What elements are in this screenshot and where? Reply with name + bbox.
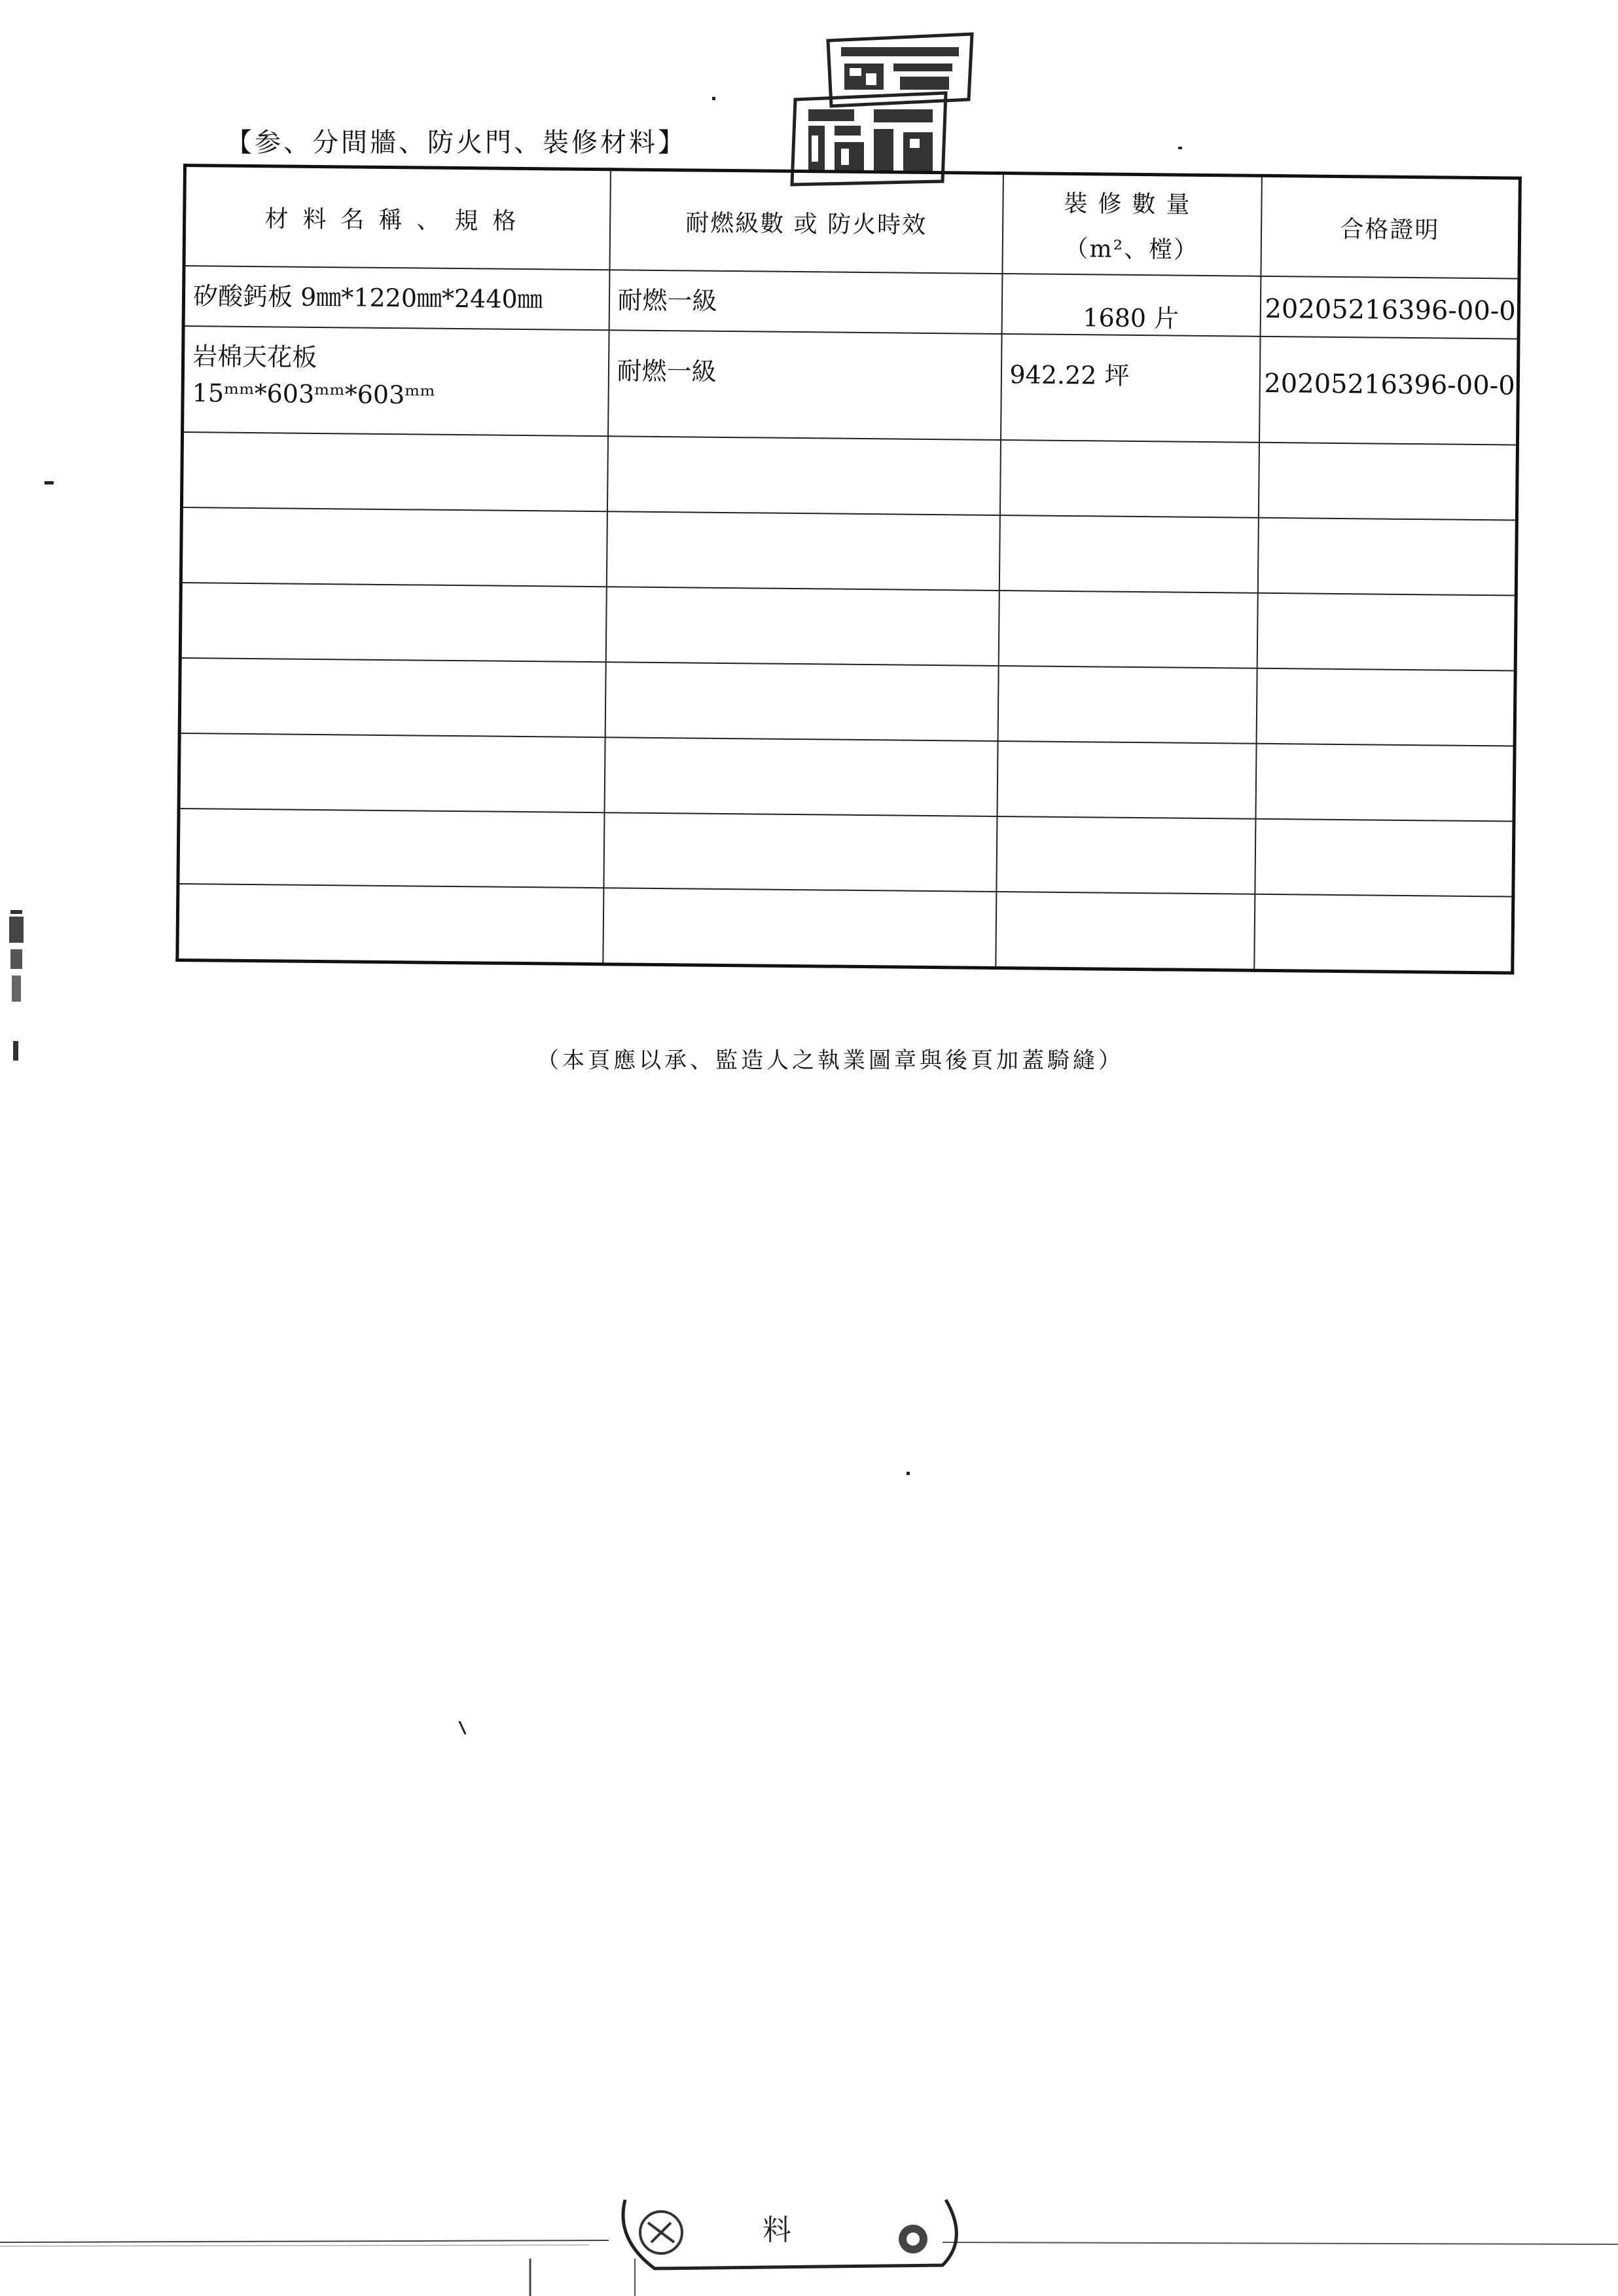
fire-rating: 耐燃一級 — [617, 285, 717, 316]
header-certificate-label: 合格證明 — [1340, 215, 1440, 244]
certificate-number — [1257, 669, 1514, 681]
header-quantity-label: 裝修數量 — [1064, 190, 1200, 219]
cell-certificate — [1255, 819, 1514, 897]
scan-speck — [907, 1472, 910, 1475]
header-fire-rating-label: 耐燃級數 或 防火時效 — [685, 209, 927, 239]
material-name: 矽酸鈣板 9㎜*1220㎜*2440㎜ — [192, 282, 543, 314]
header-material-name-label: 材料名稱、規格 — [264, 205, 531, 235]
cell-quantity — [1001, 274, 1261, 337]
cell-fire-rating — [609, 270, 1002, 334]
quantity: 1680 片 — [1083, 303, 1179, 333]
header-quantity — [1002, 173, 1261, 276]
cell-fire-rating — [605, 662, 998, 741]
cell-quantity — [998, 591, 1257, 668]
quantity — [1000, 516, 1257, 528]
cell-quantity — [996, 892, 1255, 970]
cell-material-name — [181, 432, 607, 511]
table-row — [179, 658, 1515, 746]
header-material-name — [184, 166, 610, 270]
bottom-seal-text: 料 — [763, 2214, 795, 2247]
quantity: 942.22 坪 — [1009, 360, 1130, 390]
cell-material-name — [183, 326, 609, 436]
cell-material-name — [180, 583, 606, 662]
cell-material-name — [183, 266, 609, 330]
table-row — [181, 432, 1517, 520]
material-name: 岩棉天花板 — [192, 342, 317, 372]
materials-table-wrapper — [175, 164, 1519, 1061]
cell-quantity — [1001, 334, 1261, 443]
table-row — [179, 733, 1515, 822]
cell-fire-rating — [603, 888, 996, 968]
cell-certificate — [1260, 276, 1519, 339]
cell-quantity — [999, 440, 1259, 518]
section-title: 【参、分間牆、防火門、裝修材料】 — [226, 128, 687, 158]
certificate-number: 20205216396-00-0 — [1265, 293, 1516, 327]
fire-rating — [605, 813, 996, 826]
cell-certificate — [1255, 744, 1515, 822]
quantity — [999, 666, 1256, 678]
fire-rating: 耐燃一級 — [617, 356, 717, 386]
bottom-seal-strip — [0, 2160, 1618, 2296]
header-quantity-unit: （m²、樘） — [1064, 235, 1199, 264]
cell-fire-rating — [606, 511, 999, 591]
seal-stamp-top — [782, 27, 979, 188]
quantity — [998, 817, 1255, 829]
cell-quantity — [999, 515, 1258, 593]
fire-rating — [605, 738, 997, 751]
quantity — [1001, 441, 1258, 452]
scan-speck — [45, 481, 54, 484]
cell-certificate — [1257, 593, 1516, 671]
cell-fire-rating — [607, 436, 1000, 515]
scan-speck — [712, 97, 715, 100]
cell-fire-rating — [605, 587, 999, 666]
certificate-number — [1257, 744, 1513, 756]
scan-edge-marks — [8, 910, 27, 1067]
cell-fire-rating — [603, 812, 997, 892]
cell-material-name — [181, 507, 607, 587]
fire-rating — [607, 512, 999, 525]
table-row — [177, 884, 1513, 973]
fire-rating — [607, 587, 998, 600]
table-header-row — [184, 166, 1520, 279]
cell-certificate — [1259, 337, 1519, 445]
certificate-number: 20205216396-00-0 — [1264, 368, 1515, 401]
fire-rating — [604, 888, 996, 902]
material-spec: 15ᵐᵐ*603ᵐᵐ*603ᵐᵐ — [192, 378, 436, 410]
certificate-number — [1258, 594, 1515, 606]
cell-quantity — [996, 816, 1255, 894]
table-row — [183, 326, 1519, 445]
cell-material-name — [179, 658, 605, 737]
cell-material-name — [178, 809, 604, 888]
cell-quantity — [997, 741, 1256, 819]
cell-quantity — [998, 666, 1257, 744]
header-fire-rating — [609, 170, 1003, 274]
certificate-number — [1256, 820, 1513, 831]
certificate-number — [1259, 443, 1516, 455]
quantity — [999, 591, 1257, 603]
table-row — [178, 809, 1514, 897]
quantity — [998, 742, 1255, 754]
cell-certificate — [1258, 443, 1517, 520]
cell-material-name — [177, 884, 603, 964]
cell-material-name — [179, 733, 605, 812]
footer-note: （本頁應以承、監造人之執業圖章與後頁加蓋騎縫） — [537, 1048, 1124, 1074]
table-row — [181, 507, 1517, 596]
header-certificate — [1261, 175, 1520, 278]
quantity — [997, 892, 1254, 904]
certificate-number — [1259, 519, 1515, 530]
fire-rating — [606, 663, 998, 676]
cell-certificate — [1256, 668, 1515, 746]
cell-fire-rating — [608, 330, 1002, 440]
fire-rating — [608, 437, 999, 450]
cell-certificate — [1257, 518, 1517, 596]
scan-speck — [1178, 147, 1182, 149]
cell-certificate — [1254, 894, 1513, 973]
table-row — [180, 583, 1516, 671]
certificate-number — [1255, 895, 1512, 907]
materials-table — [175, 164, 1522, 975]
cell-fire-rating — [604, 737, 998, 816]
scan-speck — [458, 1721, 466, 1734]
